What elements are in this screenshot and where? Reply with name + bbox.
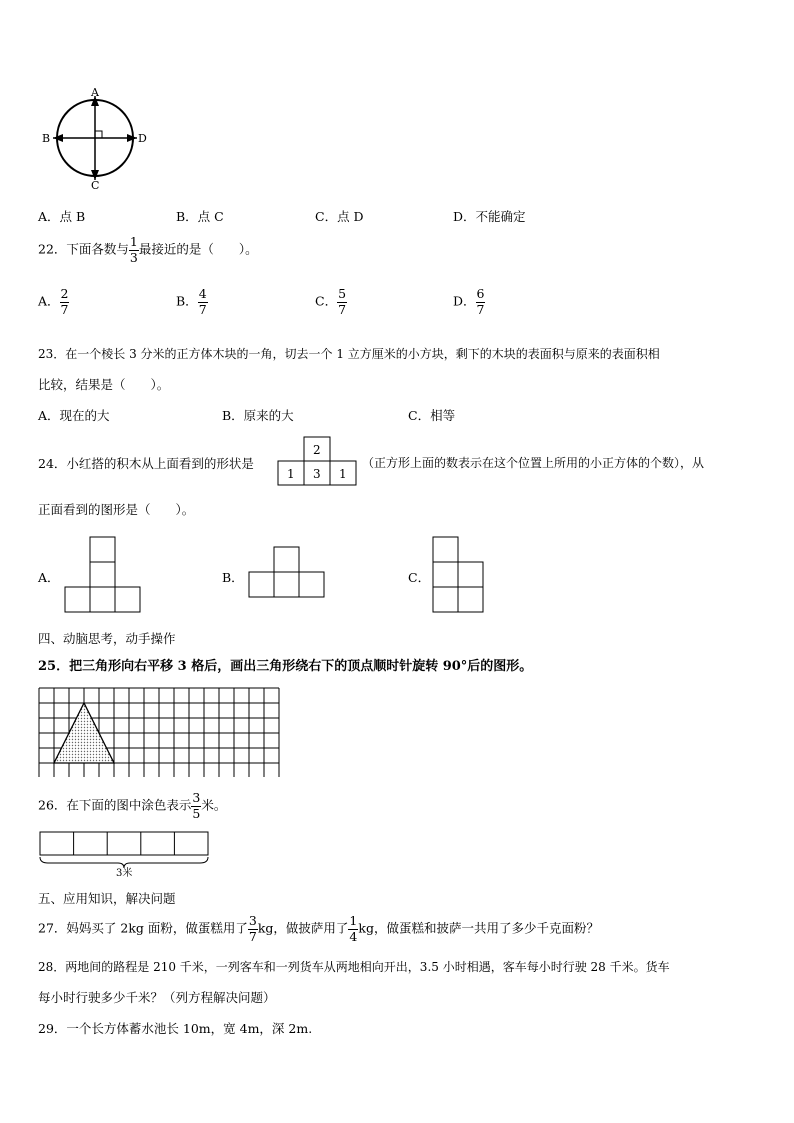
q22-option-c[interactable]: C． $\frac{5}{7}$ [315, 286, 347, 317]
q24-option-c-figure[interactable] [432, 536, 488, 616]
q28-line2: 每小时行驶多少千米？（列方程解决问题） [38, 990, 276, 1005]
q24-option-c-label[interactable]: C． [408, 570, 431, 585]
q26-fraction: $\frac{3}{5}$ [192, 790, 201, 821]
q21-option-b[interactable]: B．点 C [176, 209, 224, 224]
q27-fraction-2: $\frac{1}{4}$ [349, 913, 358, 944]
label-D: D [138, 132, 147, 145]
q24-option-a-figure[interactable] [64, 536, 144, 616]
q23-option-a[interactable]: A．现在的大 [38, 408, 110, 423]
q25-text: 25．把三角形向右平移 3 格后，画出三角形绕右下的顶点顺时针旋转 90°后的图形。 [38, 659, 533, 674]
q22-option-a[interactable]: A． $\frac{2}{7}$ [38, 286, 69, 317]
top-view-num-3: 1 [339, 467, 347, 481]
q26-question: 26．在下面的图中涂色表示 $\frac{3}{5}$ 米。 [38, 790, 227, 821]
section-4-heading: 四、动脑思考，动手操作 [38, 631, 176, 646]
right-angle-mark [95, 131, 102, 138]
q26-bar[interactable] [38, 830, 210, 878]
q21-option-a[interactable]: A．点 B [38, 209, 86, 224]
q24-option-a-label[interactable]: A． [38, 570, 60, 585]
q23-option-b[interactable]: B．原来的大 [222, 408, 294, 423]
q29-text: 29．一个长方体蓄水池长 10m，宽 4m，深 2m. [38, 1021, 313, 1036]
q22-fraction: $\frac{1}{3}$ [129, 234, 138, 265]
q25-grid [38, 687, 282, 777]
q23-line1: 23．在一个棱长 3 分米的正方体木块的一角，切去一个 1 立方厘米的小方块，剩下的木块的表面积与原来的表面积相 [38, 347, 660, 361]
q22-option-b[interactable]: B． $\frac{4}{7}$ [176, 286, 207, 317]
q24-option-b-figure[interactable] [248, 546, 328, 600]
q27-fraction-1: $\frac{3}{7}$ [248, 913, 257, 944]
q27-question: 27．妈妈买了 2kg 面粉，做蛋糕用了 $\frac{3}{7}$ kg，做披萨用了 $\frac{1}{4}$ kg，做蛋糕和披萨一共用了多少千克面粉？ [38, 913, 599, 944]
q21-option-c[interactable]: C．点 D [315, 209, 364, 224]
q24-option-b-label[interactable]: B． [222, 570, 244, 585]
top-view-num-1: 1 [287, 467, 295, 481]
q23-option-c[interactable]: C．相等 [408, 408, 456, 423]
label-C: C [91, 179, 100, 192]
section-5-heading: 五、应用知识，解决问题 [38, 891, 176, 906]
q24-text-after: （正方形上面的数表示在这个位置上所用的小正方体的个数），从 [362, 456, 705, 470]
label-B: B [42, 132, 51, 145]
q24-text-before: 24．小红搭的积木从上面看到的形状是 [38, 456, 254, 471]
label-A: A [91, 86, 99, 99]
q22-option-d[interactable]: D． $\frac{6}{7}$ [453, 286, 485, 317]
top-view-num-top: 2 [313, 443, 321, 457]
q26-bar-label: 3米 [116, 868, 133, 878]
q28-line1: 28．两地间的路程是 210 千米，一列客车和一列货车从两地相向开出，3.5 小时相遇，客车每小时行驶 28 千米。货车 [38, 960, 670, 974]
top-view-num-2: 3 [313, 467, 321, 481]
q24-line2: 正面看到的图形是（ ）。 [38, 502, 195, 517]
compass-figure [40, 86, 150, 192]
q22-question: 22．下面各数与 $\frac{1}{3}$ 最接近的是（ ）。 [38, 234, 258, 265]
q23-line2: 比较，结果是（ ）。 [38, 377, 170, 392]
q24-top-view [276, 436, 358, 488]
q21-option-d[interactable]: D．不能确定 [453, 209, 526, 224]
